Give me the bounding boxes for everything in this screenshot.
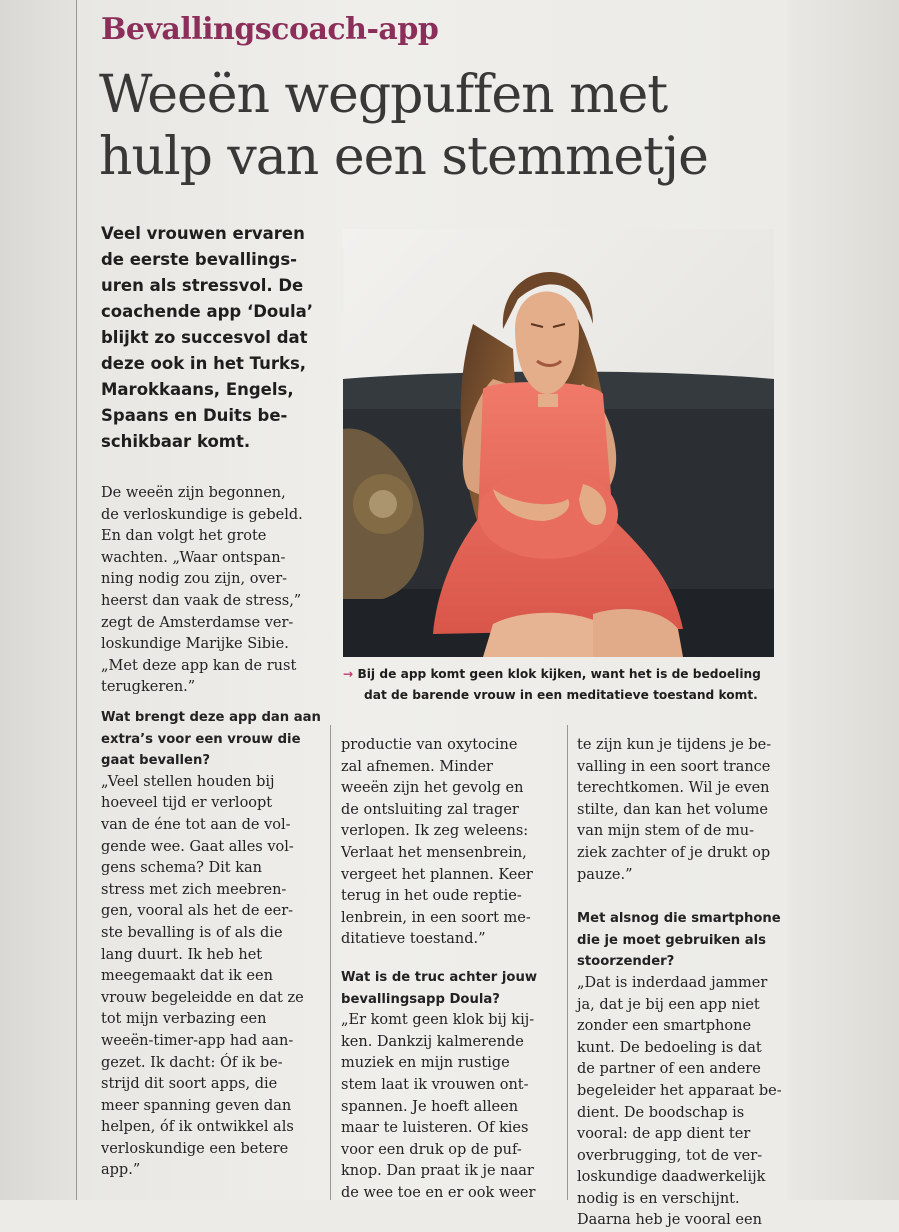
body-line: helpen, óf ik ontwikkel als <box>101 1119 294 1136</box>
body-line: vrouw begeleidde en dat ze <box>101 989 304 1006</box>
body-line: wachten. „Waar ontspan- <box>101 549 286 566</box>
body-line: zonder een smartphone <box>577 1018 752 1035</box>
body-line: strijd dit soort apps, die <box>101 1076 278 1093</box>
section-kicker: Bevallingscoach-app <box>101 12 439 47</box>
body-line: De weeën zijn begonnen, <box>101 485 286 501</box>
intro-line: Veel vrouwen ervaren <box>101 224 305 243</box>
body-line: ning nodig zou zijn, over- <box>101 571 288 588</box>
body-line: En dan volgt het grote <box>101 528 267 545</box>
interview-question: Wat is de truc achter jouw <box>341 969 538 985</box>
interview-question: stoorzender? <box>577 954 675 970</box>
body-line: ste bevalling is of als die <box>101 924 283 941</box>
body-line: lenbrein, in een soort me- <box>341 909 531 926</box>
caption-line: dat de barende vrouw in een meditatieve toestand komt. <box>364 688 758 702</box>
body-line: ziek zachter of je drukt op <box>577 844 771 861</box>
column-1 <box>101 707 326 1182</box>
body-line: hoeveel tijd er verloopt <box>101 795 273 812</box>
article-photo <box>343 229 774 657</box>
intro-line: deze ook in het Turks, <box>101 354 307 373</box>
interview-question: die je moet gebruiken als <box>577 932 767 948</box>
spacer <box>341 951 561 967</box>
body-line: gende wee. Gaat alles vol- <box>101 838 294 855</box>
body-line: pauze.” <box>577 866 633 883</box>
intro-line: Marokkaans, Engels, <box>101 380 294 399</box>
body-line: weeën zijn het gevolg en <box>341 780 524 797</box>
body-line: loskundige Marijke Sibie. <box>101 636 289 653</box>
intro-line: blijkt zo succesvol dat <box>101 328 308 347</box>
column-3 <box>577 735 782 1232</box>
body-line: van de éne tot aan de vol- <box>101 816 291 833</box>
body-line: verloskundige een betere <box>101 1140 289 1157</box>
body-line: de ontsluiting zal trager <box>341 801 519 818</box>
body-line: muziek en mijn rustige <box>341 1055 510 1072</box>
page-column-rule <box>76 0 77 1200</box>
intro-line: uren als stressvol. De <box>101 276 304 295</box>
body-line: zegt de Amsterdamse ver- <box>101 614 294 631</box>
body-line: verlopen. Ik zeg weleens: <box>341 823 529 840</box>
intro-line: schikbaar komt. <box>101 432 251 451</box>
body-line: dient. De boodschap is <box>577 1104 745 1121</box>
body-lead <box>101 483 326 699</box>
body-line: gens schema? Dit kan <box>101 860 262 877</box>
spacer <box>577 886 782 908</box>
pregnant-woman-photo <box>343 229 774 657</box>
body-line: van mijn stem of de mu- <box>577 823 754 840</box>
headline-line: Weeën wegpuffen met <box>99 65 668 125</box>
intro-line: coachende app ‘Doula’ <box>101 302 314 321</box>
body-line: kunt. De bedoeling is dat <box>577 1039 762 1056</box>
body-line: loskundige daadwerkelijk <box>577 1169 766 1186</box>
body-line: knop. Dan praat ik je naar <box>341 1163 534 1180</box>
body-line: de verloskundige is gebeld. <box>101 506 303 523</box>
body-line: ditatieve toestand.” <box>341 931 486 948</box>
body-line: stress met zich meebren- <box>101 881 287 898</box>
body-line: meegemaakt dat ik een <box>101 968 273 985</box>
body-line: te zijn kun je tijdens je be- <box>577 737 772 753</box>
body-line: vooral: de app dient ter <box>577 1126 751 1143</box>
body-line: lang duurt. Ik heb het <box>101 946 263 963</box>
body-line: heerst dan vaak de stress,” <box>101 592 302 609</box>
column-rule <box>330 725 331 1200</box>
body-line: productie van oxytocine <box>341 737 518 753</box>
interview-question: Wat brengt deze app dan aan <box>101 710 321 725</box>
body-line: begeleider het apparaat be- <box>577 1082 782 1099</box>
body-line: ken. Dankzij kalmerende <box>341 1033 524 1050</box>
intro-paragraph <box>101 221 323 455</box>
caption-arrow-icon: → <box>343 667 354 681</box>
adjacent-page-edge <box>0 0 76 1200</box>
body-line: spannen. Je hoeft alleen <box>341 1098 519 1115</box>
body-line: tot mijn verbazing een <box>101 1011 267 1028</box>
body-line: de wee toe en er ook weer <box>341 1184 536 1201</box>
intro-line: de eerste bevallings- <box>101 250 297 269</box>
body-line: gen, vooral als het de eer- <box>101 903 294 920</box>
body-line: app.” <box>101 1162 141 1179</box>
body-line: zal afnemen. Minder <box>341 758 493 775</box>
body-line: terugkeren.” <box>101 679 196 696</box>
body-line: overbrugging, tot de ver- <box>577 1147 763 1164</box>
body-line: „Er komt geen klok bij kij- <box>341 1012 535 1029</box>
body-line: „Dat is inderdaad jammer <box>577 974 768 991</box>
body-line: gezet. Ik dacht: Óf ik be- <box>101 1054 283 1071</box>
interview-question: extra’s voor een vrouw die <box>101 731 301 747</box>
body-line: stem laat ik vrouwen ont- <box>341 1076 529 1093</box>
body-line: stilte, dan kan het volume <box>577 801 769 818</box>
body-line: terug in het oude reptie- <box>341 888 522 905</box>
body-line: Daarna heb je vooral een <box>577 1212 762 1229</box>
body-line: ja, dat je bij een app niet <box>577 996 760 1013</box>
headline-line: hulp van een stemmetje <box>99 127 708 187</box>
body-line: maar te luisteren. Of kies <box>341 1120 529 1137</box>
body-line: „Met deze app kan de rust <box>101 657 297 674</box>
photo-caption <box>343 664 783 706</box>
body-line: „Veel stellen houden bij <box>101 773 275 790</box>
body-line: meer spanning geven dan <box>101 1097 292 1114</box>
caption-line: Bij de app komt geen klok kijken, want het is de bedoeling <box>357 667 761 681</box>
body-line: vergeet het plannen. Keer <box>341 866 533 883</box>
column-rule <box>567 725 568 1200</box>
interview-question: gaat bevallen? <box>101 753 211 769</box>
adjacent-column-edge <box>788 0 899 1200</box>
body-line: Verlaat het mensenbrein, <box>341 844 527 861</box>
body-line: nodig is en verschijnt. <box>577 1190 740 1207</box>
body-line: terechtkomen. Wil je even <box>577 780 770 797</box>
interview-question: bevallingsapp Doula? <box>341 991 500 1007</box>
interview-question: Met alsnog die smartphone <box>577 911 781 927</box>
body-line: de partner of een andere <box>577 1061 761 1078</box>
body-line: weeën-timer-app had aan- <box>101 1032 294 1049</box>
headline <box>99 64 779 188</box>
column-2 <box>341 735 561 1204</box>
intro-line: Spaans en Duits be- <box>101 406 288 425</box>
body-line: voor een druk op de puf- <box>341 1141 522 1158</box>
body-line: valling in een soort trance <box>577 758 771 775</box>
